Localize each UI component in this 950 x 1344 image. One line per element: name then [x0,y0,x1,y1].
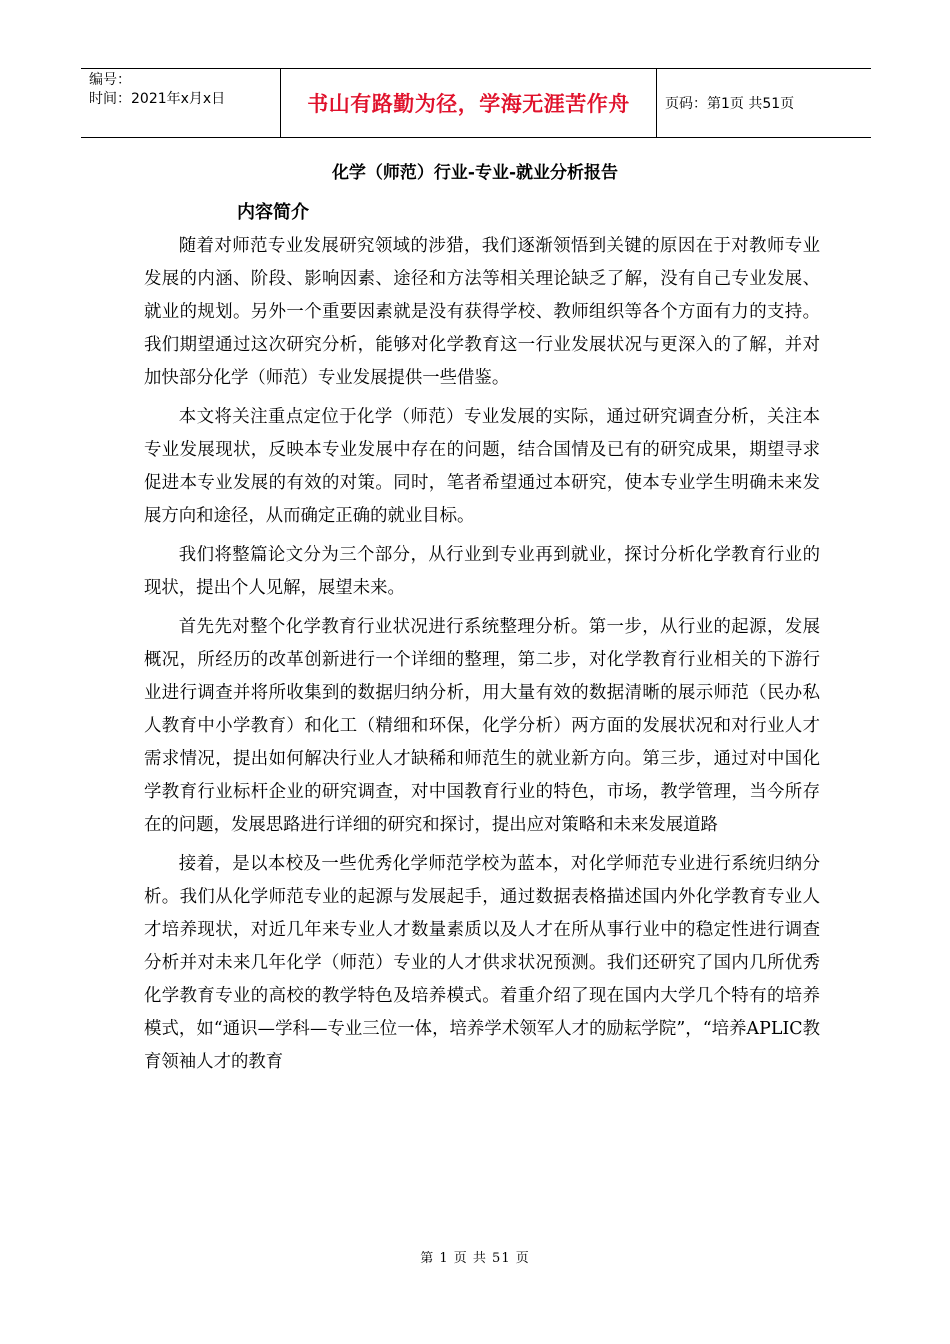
paragraph: 随着对师范专业发展研究领域的涉猎，我们逐渐领悟到关键的原因在于对教师专业发展的内涵、阶段、影响因素、途径和方法等相关理论缺乏了解，没有自己专业发展、就业的规划。另外一个重要因素就是没有获得学校、教师组织等各个方面有力的支持。我们期望通过这次研究分析，能够对化学教育这一行业发展状况与更深入的了解，并对加快部分化学（师范）专业发展提供一些借鉴。 [144,236,820,388]
time-label: 时间：2021年x月x日 [89,91,226,107]
number-label: 编号： [89,72,131,88]
header-page-code: 页码：第1页 共51页 [665,96,795,112]
header-motto: 书山有路勤为径，学海无涯苦作舟 [281,69,657,137]
section-heading: 内容简介 [237,202,309,223]
paragraph: 首先先对整个化学教育行业状况进行系统整理分析。第一步，从行业的起源，发展概况，所经历的改革创新进行一个详细的整理，第二步，对化学教育行业相关的下游行业进行调查并将所收集到的数据归纳分析，用大量有效的数据清晰的展示师范（民办私人教育中小学教育）和化工（精细和环保，化学分析）两方面的发展状况和对行业人才需求情况，提出如何解决行业人才缺稀和师范生的就业新方向。第三步，通过对中国化学教育行业标杆企业的研究调查，对中国教育行业的特色，市场，教学管理，当今所存在的问题，发展思路进行详细的研究和探讨，提出应对策略和未来发展道路 [144,617,820,835]
document-header [81,68,871,138]
header-meta-cell [81,69,281,137]
document-body [144,230,820,1085]
page-footer: 第 1 页 共 51 页 [420,1251,530,1266]
document-title: 化学（师范）行业-专业-就业分析报告 [331,163,619,183]
paragraph: 我们将整篇论文分为三个部分，从行业到专业再到就业，探讨分析化学教育行业的现状，提出个人见解，展望未来。 [144,545,820,598]
paragraph: 本文将关注重点定位于化学（师范）专业发展的实际，通过研究调查分析，关注本专业发展现状，反映本专业发展中存在的问题，结合国情及已有的研究成果，期望寻求促进本专业发展的有效的对策。同时，笔者希望通过本研究，使本专业学生明确未来发展方向和途径，从而确定正确的就业目标。 [144,407,820,526]
paragraph: 接着，是以本校及一些优秀化学师范学校为蓝本，对化学师范专业进行系统归纳分析。我们从化学师范专业的起源与发展起手，通过数据表格描述国内外化学教育专业人才培养现状，对近几年来专业人才数量素质以及人才在所从事行业中的稳定性进行调查分析并对未来几年化学（师范）专业的人才供求状况预测。我们还研究了国内几所优秀化学教育专业的高校的教学特色及培养模式。着重介绍了现在国内大学几个特有的培养模式，如“通识—学科—专业三位一体，培养学术领军人才的励耘学院”，“培养APLIC教育领袖人才的教育 [144,854,820,1072]
